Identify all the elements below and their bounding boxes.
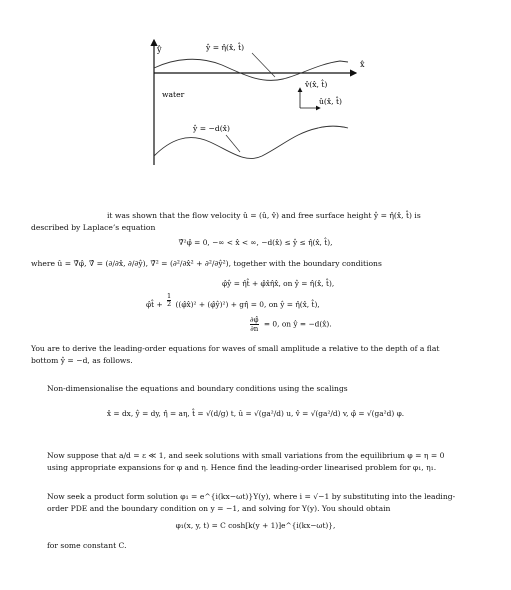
part2-line-2: using appropriate expansions for φ and η. Hence find the leading-order linearised problem for φ₁, η₁. [47, 463, 437, 472]
intro-line-1: it was shown that the flow velocity û = (û, v̂) and free surface height ŷ = η̂(x̂, t̂) is [107, 211, 421, 220]
result-equation: φ₁(x, y, t) = C cosh[k(y + 1)]e^{i(kx−ωt)}, [175, 521, 336, 530]
bc3-rhs: = 0, on ŷ = −d(x̂). [263, 319, 332, 329]
bc2-frac-den: 2 [167, 300, 172, 308]
bottom-wave [154, 126, 348, 158]
bc2-frac-num: 1 [167, 292, 172, 300]
scalings-equation: x̂ = dx, ŷ = dy, η̂ = aη, t̂ = √(d/g) t, û = √(ga²/d) u, v̂ = √(ga²/d) v, φ̂ = √(ga²d) φ. [106, 409, 405, 418]
closing-line: for some constant C. [47, 541, 127, 550]
surface-label: ŷ = η̂(x̂, t̂) [206, 43, 245, 52]
bc-bernoulli [146, 293, 320, 313]
bottom-label: ŷ = −d(x̂) [193, 124, 230, 133]
part1-line: Non-dimensionalise the equations and boundary conditions using the scalings [47, 384, 348, 393]
where-line: where û = ∇̂φ̂, ∇̂ = (∂/∂x̂, ∂/∂ŷ), ∇̂² = (∂²/∂x̂² + ∂²/∂ŷ²), together with the boundary conditions [31, 259, 382, 268]
bc2-fraction [167, 293, 171, 308]
part3-line-2: order PDE and the boundary condition on y = −1, and solving for Y(y). You should obtain [47, 504, 391, 513]
surface-wave [154, 59, 348, 80]
bottom-pointer [226, 135, 240, 152]
task-line-2: bottom ŷ = −d, as follows. [31, 356, 133, 365]
laplace-equation: ∇̂²φ̂ = 0, −∞ < x̂ < ∞, −d(x̂) ≤ ŷ ≤ η̂(x̂, t̂), [178, 238, 333, 247]
y-axis-label: ŷ [157, 45, 162, 54]
wave-diagram [0, 0, 511, 205]
bc2-rhs: ((φ̂x̂)² + (φ̂ŷ)²) + gη̂ = 0, on ŷ = η̂(x̂, t̂), [175, 299, 320, 309]
bc3-fraction [250, 316, 259, 333]
part3-line-1: Now seek a product form solution φ₁ = e^{i(kx−ωt)}Y(y), where i = √−1 by substituting into the leading- [47, 492, 456, 501]
x-axis-label: x̂ [360, 60, 365, 69]
v-label: v̂(x̂, t̂) [305, 80, 328, 89]
bc2-lhs: φ̂t̂ + [146, 299, 163, 309]
bc-kinematic: φ̂ŷ = η̂t̂ + φ̂x̂η̂x̂, on ŷ = η̂(x̂, t̂), [222, 279, 335, 288]
water-label: water [162, 90, 185, 99]
bc-bottom [250, 316, 332, 338]
part2-line-1: Now suppose that a/d = ε ≪ 1, and seek solutions with small variations from the equilibrium φ = η = 0 [47, 451, 445, 460]
task-line-1: You are to derive the leading-order equations for waves of small amplitude a relative to the depth of a flat [31, 344, 440, 353]
intro-line-2: described by Laplace’s equation [31, 223, 156, 232]
u-label: û(x̂, t̂) [319, 97, 342, 106]
bc3-num: ∂φ̂ [250, 316, 259, 324]
bc3-den: ∂n [250, 325, 259, 333]
